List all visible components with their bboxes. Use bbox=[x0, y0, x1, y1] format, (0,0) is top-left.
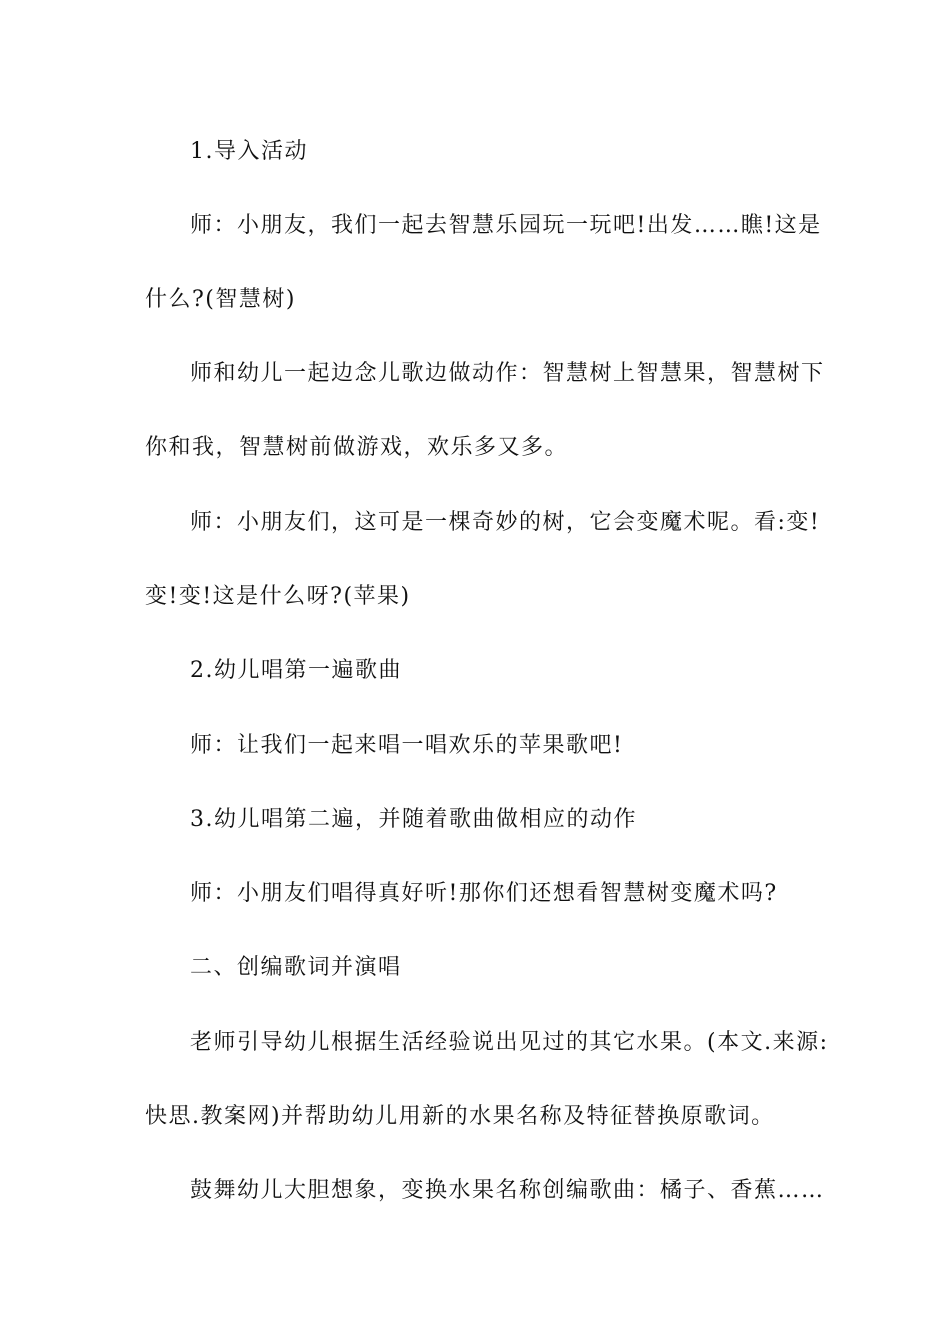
section-heading-lyrics: 二、创编歌词并演唱 bbox=[190, 955, 402, 980]
paragraph-line: 变!变!这是什么呀?(苹果) bbox=[145, 584, 411, 609]
paragraph-line: 师：小朋友们唱得真好听!那你们还想看智慧树变魔术吗? bbox=[190, 881, 778, 906]
paragraph-line: 师：小朋友们，这可是一棵奇妙的树，它会变魔术呢。看:变! bbox=[190, 510, 821, 535]
paragraph-line: 鼓舞幼儿大胆想象，变换水果名称创编歌曲：橘子、香蕉…… bbox=[190, 1178, 825, 1203]
paragraph-line: 快思.教案网)并帮助幼儿用新的水果名称及特征替换原歌词。 bbox=[145, 1104, 775, 1129]
section-heading-intro: 1.导入活动 bbox=[190, 139, 308, 164]
paragraph-line: 老师引导幼儿根据生活经验说出见过的其它水果。(本文.来源: bbox=[190, 1030, 829, 1055]
paragraph-line: 师和幼儿一起边念儿歌边做动作：智慧树上智慧果，智慧树下 bbox=[190, 361, 825, 386]
paragraph-line: 你和我，智慧树前做游戏，欢乐多又多。 bbox=[145, 435, 569, 460]
paragraph-line: 什么?(智慧树) bbox=[145, 287, 296, 312]
paragraph-line: 师：小朋友，我们一起去智慧乐园玩一玩吧!出发……瞧!这是 bbox=[190, 213, 822, 238]
section-heading-second-song: 3.幼儿唱第二遍，并随着歌曲做相应的动作 bbox=[190, 807, 637, 832]
paragraph-line: 师：让我们一起来唱一唱欢乐的苹果歌吧! bbox=[190, 733, 624, 758]
section-heading-first-song: 2.幼儿唱第一遍歌曲 bbox=[190, 658, 402, 683]
